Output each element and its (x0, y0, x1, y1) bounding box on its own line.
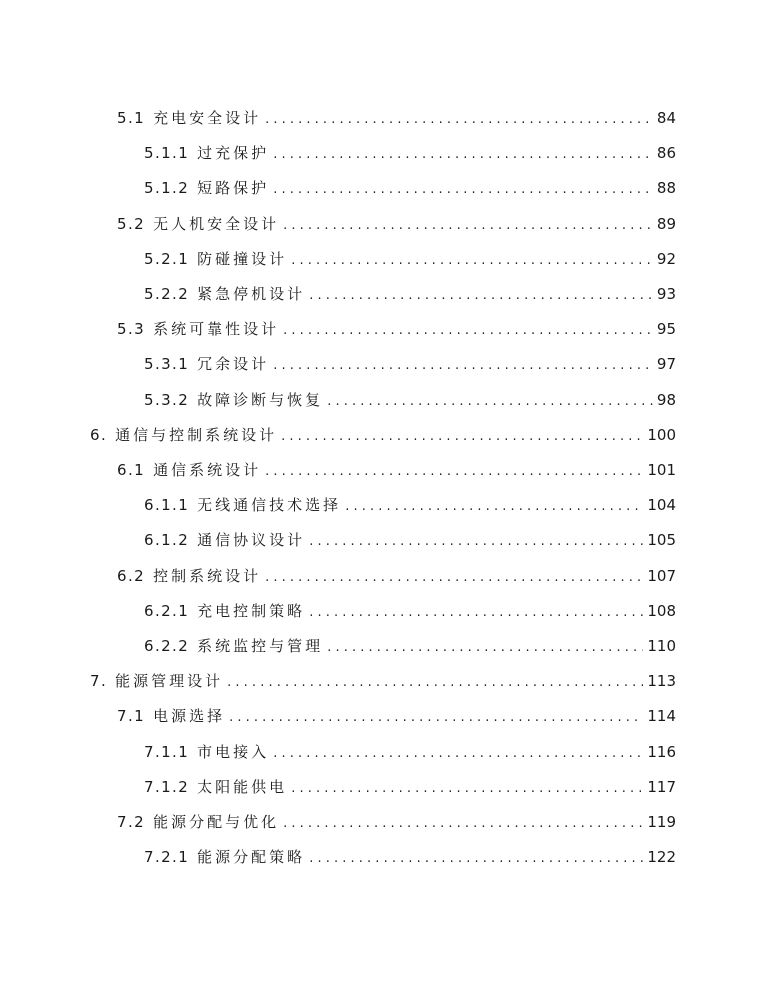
toc-entry-title: 短路保护 (197, 179, 270, 198)
toc-entry-number: 6.1.2 (144, 531, 190, 550)
toc-entry[interactable] (144, 248, 676, 272)
toc-entry[interactable] (117, 459, 676, 483)
toc-entry-page-number: 93 (656, 285, 676, 303)
toc-entry-title: 市电接入 (197, 742, 270, 761)
toc-entry-number: 5.3.1 (144, 355, 190, 374)
toc-entry[interactable] (144, 776, 676, 800)
dot-leader (327, 394, 653, 409)
toc-entry-page-number: 104 (647, 496, 676, 515)
toc-entry-number: 7.1.1 (144, 742, 190, 761)
toc-entry-page-number: 88 (656, 179, 676, 198)
dot-leader (265, 112, 653, 127)
dot-leader (309, 605, 643, 620)
toc-entry[interactable] (144, 389, 676, 413)
toc-entry-number: 5.1.1 (144, 144, 190, 163)
toc-entry-number: 6.1.1 (144, 496, 190, 515)
toc-entry-number: 6.1 (117, 461, 146, 479)
dot-leader (283, 323, 653, 338)
dot-leader (281, 429, 643, 444)
toc-entry-page-number: 86 (656, 144, 676, 163)
toc-entry-page-number: 122 (647, 848, 676, 867)
dot-leader (345, 499, 643, 514)
toc-entry-title: 能源分配与优化 (153, 813, 280, 831)
toc-entry-title: 通信与控制系统设计 (115, 425, 278, 444)
toc-entry[interactable] (117, 107, 676, 131)
toc-entry-number: 6. (90, 425, 108, 444)
dot-leader (283, 816, 643, 831)
toc-entry-title: 故障诊断与恢复 (197, 390, 324, 409)
toc-entry-page-number: 97 (656, 355, 676, 374)
toc-entry-title: 紧急停机设计 (197, 285, 306, 303)
toc-entry-title: 太阳能供电 (197, 777, 288, 796)
toc-entry-page-number: 84 (656, 109, 676, 127)
toc-entry-number: 6.2 (117, 566, 146, 585)
toc-entry-number: 7.1 (117, 707, 146, 726)
toc-entry-number: 5.3 (117, 320, 146, 339)
dot-leader (273, 147, 653, 162)
toc-entry-page-number: 110 (647, 637, 676, 655)
toc-entry-title: 无人机安全设计 (153, 214, 280, 233)
toc-entry[interactable] (117, 811, 676, 835)
toc-entry-page-number: 89 (656, 214, 676, 233)
toc-entry-number: 5.1 (117, 109, 146, 127)
toc-entry-number: 5.1.2 (144, 179, 190, 198)
toc-entry-page-number: 113 (647, 672, 676, 691)
toc-entry[interactable] (144, 529, 676, 553)
toc-entry[interactable] (117, 213, 676, 237)
toc-entry[interactable] (144, 353, 676, 377)
toc-entry-number: 7. (90, 672, 108, 691)
toc-entry-page-number: 95 (656, 320, 676, 339)
toc-entry[interactable] (117, 705, 676, 729)
toc-entry-title: 防碰撞设计 (197, 249, 288, 268)
dot-leader (273, 182, 653, 197)
toc-entry-title: 充电控制策略 (197, 601, 306, 620)
toc-entry-page-number: 119 (647, 813, 676, 831)
toc-entry-number: 6.2.2 (144, 637, 190, 655)
toc-entry-title: 能源管理设计 (115, 672, 224, 691)
dot-leader (309, 534, 643, 549)
toc-entry[interactable] (144, 846, 676, 870)
toc-entry-page-number: 105 (647, 531, 676, 550)
toc-entry-number: 5.3.2 (144, 390, 190, 409)
toc-entry[interactable] (117, 318, 676, 342)
toc-entry-title: 过充保护 (197, 144, 270, 163)
toc-entry-page-number: 107 (647, 566, 676, 585)
toc-entry-page-number: 116 (647, 742, 676, 761)
toc-entry[interactable] (144, 741, 676, 765)
toc-entry-number: 7.2 (117, 813, 146, 831)
toc-entry-page-number: 100 (647, 425, 676, 444)
dot-leader (309, 851, 643, 866)
dot-leader (273, 358, 653, 373)
toc-entry-page-number: 117 (647, 777, 676, 796)
toc-entry-title: 通信协议设计 (197, 531, 306, 550)
toc-entry-title: 电源选择 (153, 707, 226, 726)
toc-entry[interactable] (144, 177, 676, 201)
toc-entry-page-number: 114 (647, 707, 676, 726)
toc-entry-title: 充电安全设计 (153, 109, 262, 127)
toc-entry-number: 7.2.1 (144, 848, 190, 867)
toc-entry[interactable] (90, 424, 676, 448)
toc-entry-page-number: 108 (647, 601, 676, 620)
dot-leader (265, 570, 643, 585)
dot-leader (327, 640, 643, 655)
toc-entry-page-number: 101 (647, 461, 676, 479)
dot-leader (283, 218, 653, 233)
toc-entry-page-number: 98 (656, 390, 676, 409)
toc-entry-title: 系统可靠性设计 (153, 320, 280, 339)
toc-entry[interactable] (117, 565, 676, 589)
toc-entry-title: 冗余设计 (197, 355, 270, 374)
toc-entry-number: 6.2.1 (144, 601, 190, 620)
dot-leader (227, 675, 643, 690)
dot-leader (273, 746, 643, 761)
dot-leader (309, 288, 653, 303)
toc-entry-page-number: 92 (656, 249, 676, 268)
toc-entry-title: 无线通信技术选择 (197, 496, 342, 515)
toc-entry-number: 7.1.2 (144, 777, 190, 796)
toc-entry[interactable] (144, 142, 676, 166)
toc-entry-title: 能源分配策略 (197, 848, 306, 867)
dot-leader (229, 710, 643, 725)
toc-entry[interactable] (144, 635, 676, 659)
toc-entry-title: 系统监控与管理 (197, 637, 324, 655)
toc-entry[interactable] (144, 283, 676, 307)
toc-entry[interactable] (144, 600, 676, 624)
dot-leader (265, 464, 643, 479)
toc-entry-number: 5.2.1 (144, 249, 190, 268)
toc-entry-title: 控制系统设计 (153, 566, 262, 585)
toc-entry-number: 5.2 (117, 214, 146, 233)
toc-entry[interactable] (90, 670, 676, 694)
toc-entry[interactable] (144, 494, 676, 518)
dot-leader (291, 253, 653, 268)
dot-leader (291, 781, 643, 796)
toc-entry-title: 通信系统设计 (153, 461, 262, 479)
toc-entry-number: 5.2.2 (144, 285, 190, 303)
